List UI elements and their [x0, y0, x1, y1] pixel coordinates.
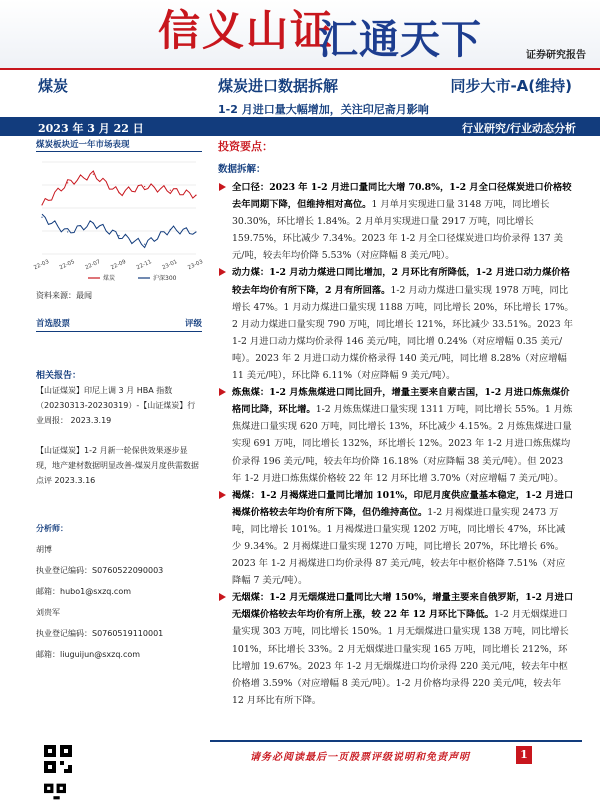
chart-tick-label: 22-11 — [135, 258, 153, 272]
chart-data-point — [67, 231, 68, 232]
footer-divider — [210, 740, 582, 742]
chart-title: 煤炭板块近一年市场表现 — [36, 138, 202, 152]
analyst-email[interactable]: 邮箱：liuguijun@sxzq.com — [36, 650, 141, 659]
related-report-link[interactable]: 【山证煤炭】1-2 月新一轮保供效果逐步显现，地产建材数据明显改善-煤炭月度供需数据点评 2023.3.16 — [36, 446, 199, 485]
bullet-text: 1 月单月实现进口量 3148 万吨，同比增长 30.30%，环比增长 1.84%。2 月单月实现进口量 2917 万吨，同比增长 159.75%，环比减少 7.34%。2023 年 1-2 月全口径煤炭进口均价录得 137 美元/吨，较去年均价降 5.53%（对应降幅 8 美元/吨）。 — [232, 199, 563, 262]
bullet-arrow-icon — [219, 593, 226, 601]
header-divider — [0, 68, 600, 70]
bullet-paragraph — [218, 264, 574, 384]
bullet-lead: 无烟煤：1-2 月无烟煤进口量同比大增 150%，增量主要来自俄罗斯，1-2 月进口无烟煤价格较去年均价有所上涨，较 22 年 12 月环比下降低。 — [232, 592, 574, 621]
chart-data-point — [93, 174, 94, 175]
document-title: 煤炭进口数据拆解 — [218, 77, 339, 95]
chart-tick-label: 22-07 — [84, 258, 102, 272]
bullet-text: 1-2 月动力煤进口量实现 1978 万吨，同比增长 47%。1 月动力煤进口量实现 1188 万吨，同比增长 20%，环比增长 17%。2 月动力煤进口量实现 790 万吨，同比增长 121%，环比减少 33.51%。2023 年 1-2 月进口动力煤均价录得 146 美元/吨，同比增 0.24%（对应增幅 0.35 美元/吨）。2023 年 2 月进口动力煤价格录得 140 美元/吨，同比增 8.28%（对应增幅 11 美元/吨），环比降 6.11%（对应降幅 9 美元/吨）。 — [232, 284, 574, 382]
chart-data-point — [144, 244, 145, 245]
brand-logo-main: 信义山证 — [158, 6, 335, 55]
bullet-text: 1-2 月炼焦煤进口量实现 1311 万吨，同比增长 55%。1 月炼焦煤进口量实现 620 万吨，同比增长 13%，环比减少 4.15%。2 月炼焦煤进口量实现 691 万吨，同比增长 132%，环比增长 12%。2023 年 1-2 月进口炼焦煤均价录得 196 美元/吨，较去年均价降 16.18%（对应降幅 38 美元/吨）。但 2023 年 1-2 月进口炼焦煤价格较 22 年 12 月环比增 3.70%（对应增幅 7 美元/吨）。 — [232, 404, 573, 484]
bullet-text: 1-2 月无烟煤进口量实现 303 万吨，同比增长 150%。1 月无烟煤进口量实现 138 万吨，同比增长 101%，环比增长 33%。2 月无烟煤进口量实现 165 万吨，同比增长 212%，环比增加 19.67%。2023 年 1-2 月无烟煤进口均价录得 220 美元/吨，较去年中枢价格增 3.59%（对应增幅 8 美元/吨）。1-2 月价格均录得 220 美元/吨，较去年 12 月环比有所下降。 — [232, 609, 569, 706]
related-reports-title: 相关报告： — [36, 371, 82, 381]
chart-source: 资料来源：最闻 — [36, 291, 92, 300]
chart-tick-label: 23-03 — [187, 258, 205, 272]
page-number: 1 — [516, 746, 532, 764]
bullet-lead: 炼焦煤：1-2 月炼焦煤进口同比回升，增量主要来自蒙古国，1-2 月进口炼焦煤价格同比降，环比增。 — [232, 387, 570, 416]
main-content — [218, 138, 574, 709]
market-performance-chart — [33, 154, 205, 286]
chart-tick-label: 22-05 — [58, 258, 76, 272]
chart-data-point — [41, 204, 42, 205]
chart-data-point — [170, 190, 171, 191]
rating-column-header: 评级 — [184, 319, 202, 329]
qr-code-icon — [44, 745, 72, 773]
chart-data-point — [195, 195, 196, 196]
report-date: 2023 年 3 月 22 日 — [38, 122, 144, 135]
chart-data-point — [195, 231, 196, 232]
bullet-text: 1-2 月褐煤进口量实现 2473 万吨，同比增长 101%。1 月褐煤进口量实现 1202 万吨，同比增长 47%，环比减少 9.34%。2 月褐煤进口量实现 1270 万吨，同比增长 207%，环比增长 6%。2023 年 1-2 月褐煤进口均价录得 87 美元/吨，较去年中枢价格降 7.51%（对应降幅 7 美元/吨）。 — [232, 506, 566, 587]
bullet-arrow-icon — [219, 491, 226, 499]
chart-tick-label: 23-01 — [161, 258, 179, 272]
sidebar — [33, 138, 205, 332]
bullet-paragraph — [218, 589, 574, 709]
related-report-link[interactable]: 【山证煤炭】印尼上调 3 月 HBA 指数（20230313-20230319）-【山证煤炭】行业周报： 2023.3.19 — [36, 386, 196, 425]
analyst-block — [36, 518, 200, 665]
chart-data-point — [118, 192, 119, 193]
analysts-title: 分析师： — [36, 524, 68, 533]
chart-series-line — [42, 171, 196, 205]
date-bar — [0, 117, 600, 136]
chart-tick-label: 22-03 — [33, 258, 51, 272]
chart-data-point — [118, 235, 119, 236]
footer-disclaimer[interactable]: 请务必阅读最后一页股票评级说明和免责声明 — [250, 752, 470, 763]
bullet-lead: 褐煤：1-2 月褐煤进口量同比增加 101%，印尼月度供应量基本稳定，1-2 月进口褐煤价格较去年均价有所下降，但仍维持高位。 — [232, 489, 574, 518]
report-type-label: 证券研究报告 — [526, 50, 586, 61]
chart-data-point — [170, 229, 171, 230]
report-category: 行业研究/行业动态分析 — [461, 122, 576, 135]
document-subtitle: 1-2 月进口量大幅增加，关注印尼斋月影响 — [218, 103, 429, 116]
chart-data-point — [93, 223, 94, 224]
chart-data-point — [144, 186, 145, 187]
bullet-paragraph — [218, 384, 574, 487]
data-breakdown-title: 数据拆解： — [218, 164, 266, 175]
qr-code-icon — [44, 783, 66, 800]
stock-table-header — [36, 317, 202, 332]
brand-logo-slogan: 汇通天下 — [318, 16, 482, 63]
chart-data-point — [41, 217, 42, 218]
bullet-paragraph — [218, 487, 574, 590]
chart-legend-label: 沪深300 — [153, 275, 177, 282]
chart-svg — [33, 154, 205, 286]
stock-column-header: 首选股票 — [36, 319, 71, 329]
bullet-lead: 动力煤：1-2 月动力煤进口同比增加，2 月环比有所降低，1-2 月进口动力煤价格较去年均价有所下降，2 月有所回落。 — [232, 267, 570, 296]
bullet-lead: 全口径：2023 年 1-2 月进口量同比大增 70.8%，1-2 月全口径煤炭进口价格较去年同期下降，但维持相对高位。 — [232, 182, 572, 211]
rating-label: 同步大市-A(维持) — [450, 77, 572, 95]
analyst-email[interactable]: 邮箱：hubo1@sxzq.com — [36, 587, 132, 596]
title-row — [0, 75, 600, 97]
bullet-arrow-icon — [219, 388, 226, 396]
chart-legend-label: 煤炭 — [103, 275, 116, 282]
chart-tick-label: 22-09 — [110, 258, 128, 272]
analyst-name: 胡博 — [36, 545, 52, 554]
bullet-paragraph — [218, 179, 574, 264]
analyst-license: 执业登记编码：S0760522090003 — [36, 566, 164, 575]
investment-highlights-title: 投资要点： — [218, 140, 273, 153]
bullet-arrow-icon — [219, 183, 226, 191]
industry-label: 煤炭 — [38, 77, 69, 95]
bullet-arrow-icon — [219, 268, 226, 276]
analyst-name: 刘贵军 — [36, 608, 60, 617]
analyst-license: 执业登记编码：S0760519110001 — [36, 629, 164, 638]
chart-data-point — [67, 182, 68, 183]
